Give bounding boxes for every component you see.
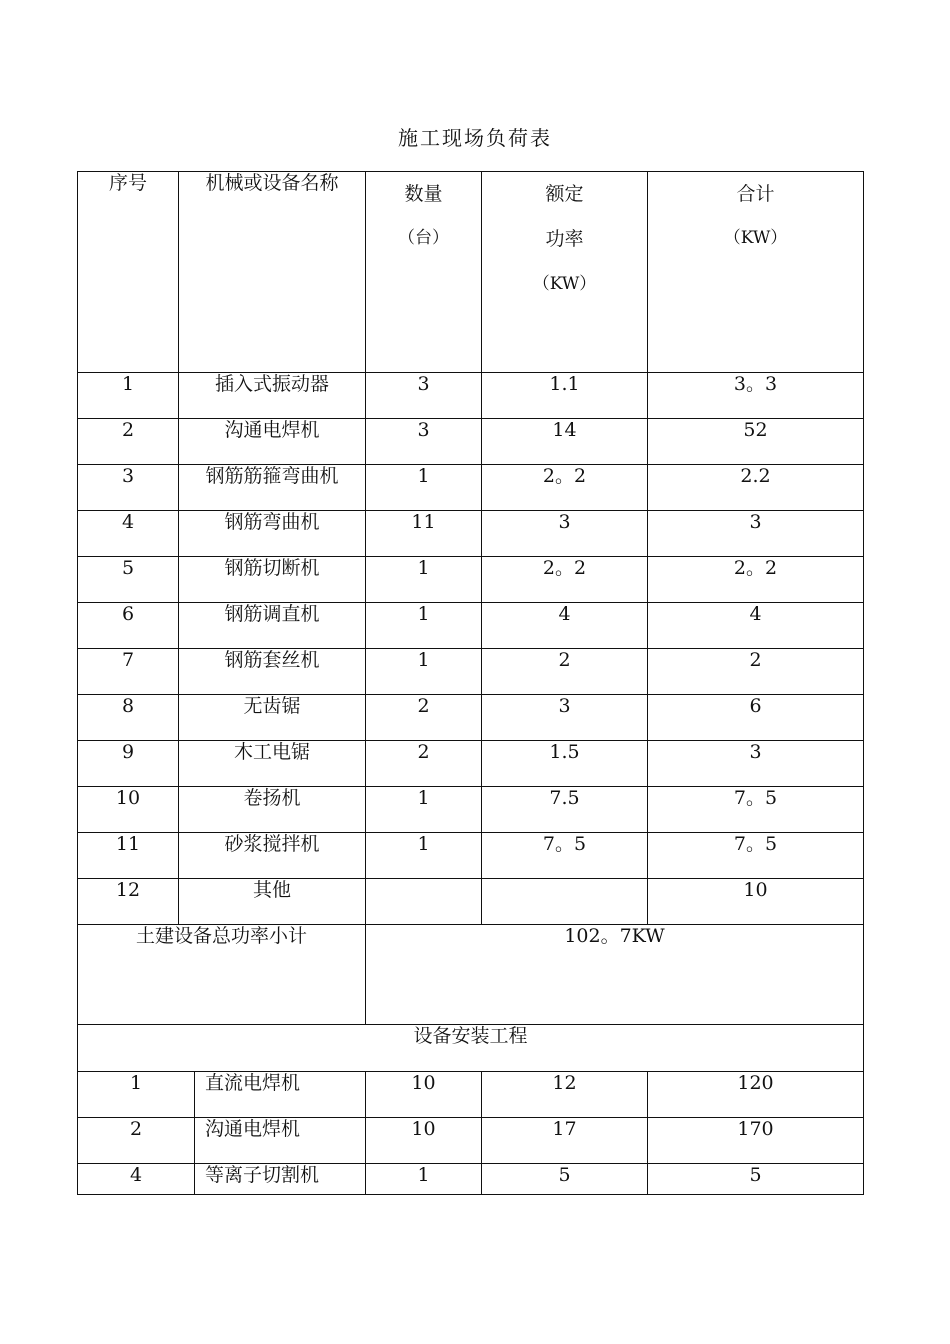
cell-seq: 8 <box>78 695 179 741</box>
header-total-unit: （KW） <box>723 228 788 248</box>
cell-seq: 10 <box>78 787 179 833</box>
cell-rated: 4 <box>482 603 648 649</box>
cell-rated: 1.5 <box>482 741 648 787</box>
cell-qty: 1 <box>366 649 482 695</box>
table-row <box>78 511 864 557</box>
cell-name: 其他 <box>179 879 366 925</box>
cell-seq: 12 <box>78 879 179 925</box>
cell-qty: 1 <box>366 787 482 833</box>
cell-seq: 1 <box>78 373 179 419</box>
table-row <box>78 1118 864 1164</box>
cell-name: 钢筋套丝机 <box>179 649 366 695</box>
cell-rated: 17 <box>482 1118 648 1164</box>
table-row <box>78 741 864 787</box>
header-rated-label-1: 额定 <box>545 183 584 205</box>
header-rated <box>482 172 648 373</box>
cell-qty: 3 <box>366 373 482 419</box>
cell-name: 砂浆搅拌机 <box>179 833 366 879</box>
cell-total: 3 <box>648 511 864 557</box>
table-row <box>78 465 864 511</box>
table-row <box>78 833 864 879</box>
cell-seq: 7 <box>78 649 179 695</box>
table-row <box>78 1072 864 1118</box>
subtotal-value: 102。7KW <box>366 925 864 1025</box>
table-row <box>78 1164 864 1195</box>
table-row <box>78 649 864 695</box>
cell-seq: 4 <box>78 1164 195 1195</box>
header-total-label: 合计 <box>736 183 775 205</box>
subtotal-row <box>78 925 864 1025</box>
cell-rated: 5 <box>482 1164 648 1195</box>
cell-qty: 2 <box>366 695 482 741</box>
section-title: 设备安装工程 <box>78 1025 864 1072</box>
header-total <box>648 172 864 373</box>
cell-name: 木工电锯 <box>179 741 366 787</box>
cell-rated <box>482 879 648 925</box>
cell-name: 卷扬机 <box>179 787 366 833</box>
cell-name: 沟通电焊机 <box>195 1118 366 1164</box>
cell-seq: 1 <box>78 1072 195 1118</box>
header-row <box>78 172 864 373</box>
cell-rated: 14 <box>482 419 648 465</box>
cell-rated: 7.5 <box>482 787 648 833</box>
cell-rated: 12 <box>482 1072 648 1118</box>
cell-qty: 1 <box>366 1164 482 1195</box>
table-row <box>78 603 864 649</box>
cell-seq: 2 <box>78 419 179 465</box>
cell-name: 直流电焊机 <box>195 1072 366 1118</box>
cell-total: 3 <box>648 741 864 787</box>
page-title: 施工现场负荷表 <box>398 126 552 150</box>
header-qty <box>366 172 482 373</box>
cell-total: 2 <box>648 649 864 695</box>
cell-qty: 10 <box>366 1072 482 1118</box>
cell-rated: 7。5 <box>482 833 648 879</box>
header-qty-unit: （台） <box>398 228 450 248</box>
cell-name: 插入式振动器 <box>179 373 366 419</box>
cell-total: 7。5 <box>648 833 864 879</box>
cell-total: 3。3 <box>648 373 864 419</box>
cell-total: 170 <box>648 1118 864 1164</box>
cell-name: 钢筋筋箍弯曲机 <box>179 465 366 511</box>
header-qty-label: 数量 <box>404 183 443 205</box>
header-rated-unit: （KW） <box>532 274 597 294</box>
cell-qty <box>366 879 482 925</box>
cell-seq: 4 <box>78 511 179 557</box>
cell-rated: 1.1 <box>482 373 648 419</box>
header-name: 机械或设备名称 <box>179 172 366 373</box>
cell-seq: 11 <box>78 833 179 879</box>
cell-rated: 2。2 <box>482 465 648 511</box>
header-rated-label-2: 功率 <box>545 228 584 250</box>
cell-seq: 5 <box>78 557 179 603</box>
cell-qty: 1 <box>366 557 482 603</box>
cell-total: 10 <box>648 879 864 925</box>
cell-seq: 3 <box>78 465 179 511</box>
cell-total: 5 <box>648 1164 864 1195</box>
cell-qty: 2 <box>366 741 482 787</box>
cell-qty: 1 <box>366 833 482 879</box>
cell-qty: 1 <box>366 465 482 511</box>
cell-rated: 2。2 <box>482 557 648 603</box>
cell-name: 钢筋切断机 <box>179 557 366 603</box>
cell-seq: 9 <box>78 741 179 787</box>
cell-rated: 3 <box>482 511 648 557</box>
cell-name: 钢筋弯曲机 <box>179 511 366 557</box>
table-row <box>78 879 864 925</box>
table-row <box>78 787 864 833</box>
table-row <box>78 557 864 603</box>
cell-total: 2。2 <box>648 557 864 603</box>
subtotal-label: 土建设备总功率小计 <box>78 925 366 1025</box>
cell-seq: 6 <box>78 603 179 649</box>
section-header-row <box>78 1025 864 1072</box>
cell-name: 无齿锯 <box>179 695 366 741</box>
cell-name: 沟通电焊机 <box>179 419 366 465</box>
table-row <box>78 373 864 419</box>
cell-seq: 2 <box>78 1118 195 1164</box>
cell-qty: 3 <box>366 419 482 465</box>
cell-qty: 1 <box>366 603 482 649</box>
table-row <box>78 419 864 465</box>
cell-rated: 3 <box>482 695 648 741</box>
table-row <box>78 695 864 741</box>
load-table <box>77 171 864 1195</box>
cell-total: 4 <box>648 603 864 649</box>
cell-total: 120 <box>648 1072 864 1118</box>
header-seq: 序号 <box>78 172 179 373</box>
cell-name: 钢筋调直机 <box>179 603 366 649</box>
cell-total: 6 <box>648 695 864 741</box>
cell-rated: 2 <box>482 649 648 695</box>
cell-name: 等离子切割机 <box>195 1164 366 1195</box>
cell-total: 2.2 <box>648 465 864 511</box>
cell-total: 52 <box>648 419 864 465</box>
cell-qty: 11 <box>366 511 482 557</box>
cell-qty: 10 <box>366 1118 482 1164</box>
cell-total: 7。5 <box>648 787 864 833</box>
